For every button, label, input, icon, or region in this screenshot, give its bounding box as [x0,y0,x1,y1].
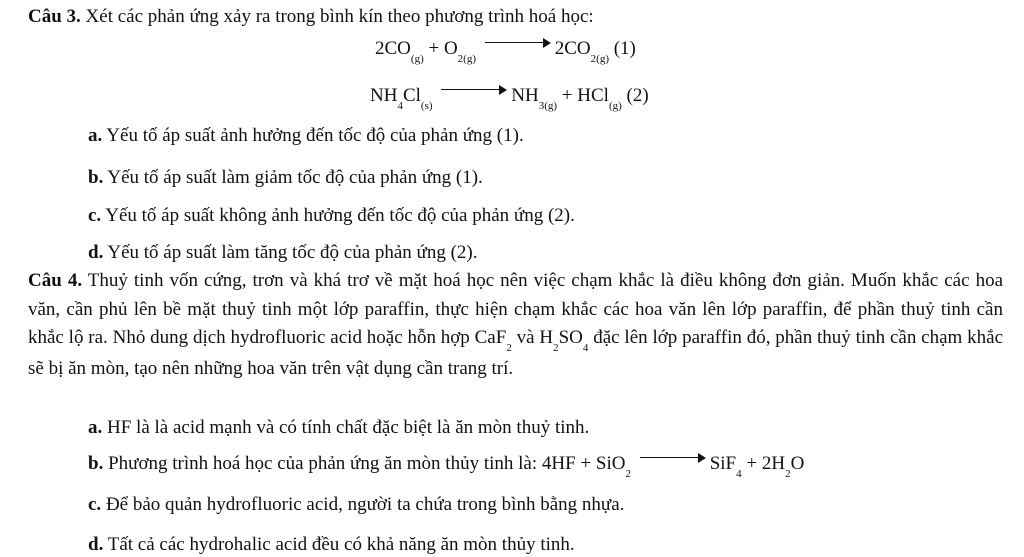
eq2-hcl-sub: (g) [608,100,622,112]
option-text: Phương trình hoá học của phản ứng ăn mòn thủy tinh là: 4HF + SiO [103,453,626,474]
eq1-co2: 2CO [554,38,591,59]
eq2-nh3-sub: 3(g) [538,100,558,112]
q4-text-part1: Thuỷ tinh vốn cứng, trơn và khá trơ về mặt hoá học nên việc chạm khắc là điều không đơn giản. Muốn khắc các hoa văn, cần phủ lên bề mặt thuỷ tinh một lớp paraffin, thực hiện chạm khắc các hoa văn lên lớp paraffin, để phần thuỷ tinh cần khắc lộ ra. Nhỏ dung dịch hydrofluoric acid hoặc hỗn hợp CaF [28,270,1004,348]
q3-label: Câu 3. [28,6,81,27]
option-label: c. [88,205,102,226]
q4-option-c[interactable] [88,494,624,517]
eq1-co: 2CO [375,38,411,59]
option-label: d. [88,242,104,263]
q4-so: SO [558,327,583,348]
option-text: Để bảo quản hydrofluoric acid, người ta chứa trong bình bằng nhựa. [101,494,625,515]
option-text: Yếu tố áp suất làm tăng tốc độ của phản ứng (2). [103,242,478,263]
sio2-sub: 2 [625,468,631,480]
reaction-arrow-icon [640,453,706,463]
h2o: + 2H [741,453,786,474]
h2so4-so4-sub: 4 [582,342,589,354]
option-text: Yếu tố áp suất không ảnh hưởng đến tốc độ của phản ứng (2). [101,205,575,226]
reaction-arrow-icon [485,38,551,48]
q4-text-and: và H [511,327,554,348]
eq2-nh-sub: 4 [397,100,403,112]
sif4-sub: 4 [736,468,742,480]
eq2-nh: NH [370,85,398,106]
equation-2 [370,85,649,112]
option-label: b. [88,453,104,474]
option-label: a. [88,125,103,146]
option-text: HF là là acid mạnh và có tính chất đặc biệt là ăn mòn thuỷ tinh. [102,417,590,438]
q4-label: Câu 4. [28,270,83,291]
eq1-co2-sub: 2(g) [590,53,609,65]
q4-option-a[interactable] [88,417,589,440]
eq1-o2-sub: 2(g) [457,53,476,65]
eq2-nh3: NH [511,85,539,106]
q3-option-b[interactable] [88,167,483,190]
option-label: c. [88,494,102,515]
q4-option-d[interactable] [88,534,575,557]
q4-paragraph [28,267,1003,383]
option-text: Yếu tố áp suất làm giảm tốc độ của phản ứng (1). [103,167,483,188]
h2o-sub: 2 [785,468,791,480]
option-label: a. [88,417,103,438]
equation-1 [375,38,636,65]
q3-option-d[interactable] [88,242,478,265]
option-text: Yếu tố áp suất ảnh hưởng đến tốc độ của phản ứng (1). [102,125,524,146]
h2o-o: O [790,453,805,474]
q3-option-c[interactable] [88,205,575,228]
option-label: d. [88,534,104,555]
sif4: SiF [709,453,737,474]
reaction-arrow-icon [441,85,507,95]
option-text: Tất cả các hydrohalic acid đều có khả năng ăn mòn thủy tinh. [103,534,575,555]
q4-text-part2: đặc lên lớp paraffin đó, phần thuỷ tinh cần chạm khắc sẽ bị ăn mòn, tạo nên những hoa văn trên vật dụng cần trang trí. [28,327,1003,379]
q3-option-a[interactable] [88,125,524,148]
h2so4-h-sub: 2 [553,342,559,354]
eq2-cl-sub: (s) [420,100,433,112]
q4-option-b[interactable] [88,453,805,480]
eq1-o2: + O [423,38,458,59]
q3-intro [28,6,594,29]
caf2-sub: 2 [506,342,512,354]
option-label: b. [88,167,104,188]
eq2-hcl: + HCl [557,85,609,106]
eq2-cl: Cl [402,85,421,106]
q3-intro-text: Xét các phản ứng xảy ra trong bình kín theo phương trình hoá học: [80,6,594,27]
eq1-tag: (1) [608,38,636,59]
eq1-co-sub: (g) [410,53,424,65]
eq2-tag: (2) [621,85,649,106]
